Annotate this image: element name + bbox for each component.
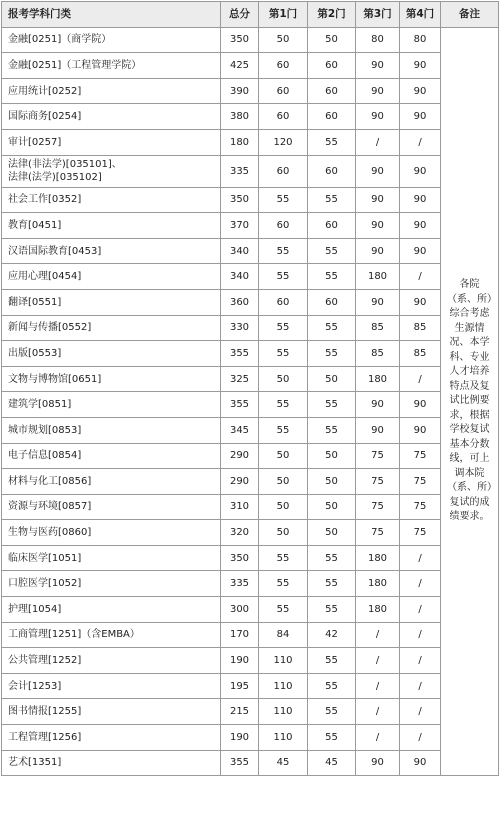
subject-4-cell: 80 — [400, 27, 441, 53]
subject-3-cell: 90 — [356, 289, 400, 315]
total-cell: 330 — [221, 315, 259, 341]
table-row — [2, 213, 499, 239]
subject-2-cell: 42 — [308, 622, 356, 648]
total-cell: 290 — [221, 469, 259, 495]
subject-1-cell: 55 — [259, 545, 308, 571]
subject-1-cell: 60 — [259, 213, 308, 239]
subject-1-cell: 55 — [259, 597, 308, 623]
subject-3-cell: 90 — [356, 213, 400, 239]
subject-4-cell: / — [400, 597, 441, 623]
subject-3-cell: 90 — [356, 104, 400, 130]
subject-1-cell: 55 — [259, 571, 308, 597]
table-row — [2, 392, 499, 418]
subject-2-cell: 55 — [308, 417, 356, 443]
subject-1-cell: 50 — [259, 494, 308, 520]
discipline-cell: 临床医学[1051] — [2, 545, 221, 571]
col-header-discipline: 报考学科门类 — [2, 2, 221, 28]
discipline-cell: 新闻与传播[0552] — [2, 315, 221, 341]
table-row — [2, 648, 499, 674]
total-cell: 335 — [221, 155, 259, 187]
subject-4-cell: 90 — [400, 53, 441, 79]
subject-4-cell: 75 — [400, 494, 441, 520]
total-cell: 340 — [221, 238, 259, 264]
discipline-cell: 建筑学[0851] — [2, 392, 221, 418]
discipline-cell: 会计[1253] — [2, 673, 221, 699]
subject-2-cell: 55 — [308, 129, 356, 155]
table-row — [2, 597, 499, 623]
subject-1-cell: 110 — [259, 725, 308, 751]
subject-3-cell: / — [356, 699, 400, 725]
table-row — [2, 469, 499, 495]
subject-3-cell: 75 — [356, 469, 400, 495]
score-table — [1, 1, 499, 776]
subject-1-cell: 55 — [259, 341, 308, 367]
subject-2-cell: 60 — [308, 155, 356, 187]
subject-2-cell: 50 — [308, 27, 356, 53]
table-row — [2, 264, 499, 290]
subject-3-cell: 80 — [356, 27, 400, 53]
table-row — [2, 129, 499, 155]
discipline-cell: 国际商务[0254] — [2, 104, 221, 130]
table-row — [2, 520, 499, 546]
subject-1-cell: 60 — [259, 104, 308, 130]
subject-4-cell: 90 — [400, 213, 441, 239]
total-cell: 350 — [221, 27, 259, 53]
subject-2-cell: 55 — [308, 725, 356, 751]
subject-2-cell: 60 — [308, 53, 356, 79]
subject-2-cell: 55 — [308, 315, 356, 341]
table-row — [2, 545, 499, 571]
discipline-cell: 翻译[0551] — [2, 289, 221, 315]
discipline-cell: 图书情报[1255] — [2, 699, 221, 725]
subject-3-cell: 85 — [356, 315, 400, 341]
subject-4-cell: / — [400, 571, 441, 597]
table-row — [2, 187, 499, 213]
table-row — [2, 750, 499, 776]
subject-4-cell: 75 — [400, 469, 441, 495]
subject-4-cell: / — [400, 673, 441, 699]
subject-2-cell: 50 — [308, 366, 356, 392]
subject-2-cell: 55 — [308, 264, 356, 290]
subject-3-cell: 90 — [356, 392, 400, 418]
subject-1-cell: 50 — [259, 520, 308, 546]
total-cell: 190 — [221, 725, 259, 751]
total-cell: 195 — [221, 673, 259, 699]
subject-2-cell: 50 — [308, 469, 356, 495]
remarks-cell: 各院（系、所）综合考虑生源情况、本学科、专业人才培养特点及复试比例要求，根据学校复试基本分数线，可上调本院（系、所）复试的成绩要求。 — [441, 27, 499, 776]
subject-2-cell: 55 — [308, 187, 356, 213]
subject-2-cell: 60 — [308, 104, 356, 130]
subject-3-cell: 180 — [356, 545, 400, 571]
subject-1-cell: 60 — [259, 78, 308, 104]
subject-3-cell: 90 — [356, 238, 400, 264]
subject-4-cell: 85 — [400, 315, 441, 341]
subject-1-cell: 60 — [259, 53, 308, 79]
total-cell: 325 — [221, 366, 259, 392]
discipline-cell: 公共管理[1252] — [2, 648, 221, 674]
subject-4-cell: / — [400, 699, 441, 725]
total-cell: 190 — [221, 648, 259, 674]
subject-2-cell: 55 — [308, 545, 356, 571]
subject-4-cell: 90 — [400, 289, 441, 315]
subject-3-cell: 90 — [356, 750, 400, 776]
subject-4-cell: / — [400, 129, 441, 155]
subject-4-cell: 90 — [400, 238, 441, 264]
subject-3-cell: 75 — [356, 520, 400, 546]
table-row — [2, 289, 499, 315]
subject-3-cell: 90 — [356, 187, 400, 213]
subject-3-cell: 180 — [356, 264, 400, 290]
table-row — [2, 238, 499, 264]
discipline-cell: 工程管理[1256] — [2, 725, 221, 751]
table-row — [2, 27, 499, 53]
subject-1-cell: 55 — [259, 238, 308, 264]
subject-3-cell: 75 — [356, 443, 400, 469]
subject-2-cell: 50 — [308, 494, 356, 520]
subject-2-cell: 60 — [308, 289, 356, 315]
subject-2-cell: 60 — [308, 78, 356, 104]
discipline-cell: 口腔医学[1052] — [2, 571, 221, 597]
subject-2-cell: 55 — [308, 648, 356, 674]
table-row — [2, 315, 499, 341]
col-header-total: 总分 — [221, 2, 259, 28]
discipline-cell: 金融[0251]（工程管理学院） — [2, 53, 221, 79]
discipline-cell: 社会工作[0352] — [2, 187, 221, 213]
table-row — [2, 699, 499, 725]
col-header-subject-3: 第3门 — [356, 2, 400, 28]
subject-4-cell: / — [400, 648, 441, 674]
subject-1-cell: 110 — [259, 673, 308, 699]
subject-2-cell: 55 — [308, 341, 356, 367]
total-cell: 355 — [221, 392, 259, 418]
table-row — [2, 673, 499, 699]
table-row — [2, 725, 499, 751]
subject-2-cell: 45 — [308, 750, 356, 776]
subject-2-cell: 50 — [308, 520, 356, 546]
subject-2-cell: 55 — [308, 597, 356, 623]
subject-3-cell: 90 — [356, 155, 400, 187]
total-cell: 360 — [221, 289, 259, 315]
subject-1-cell: 110 — [259, 699, 308, 725]
discipline-cell: 文物与博物馆[0651] — [2, 366, 221, 392]
subject-3-cell: 85 — [356, 341, 400, 367]
subject-2-cell: 60 — [308, 213, 356, 239]
discipline-cell: 教育[0451] — [2, 213, 221, 239]
total-cell: 355 — [221, 341, 259, 367]
subject-4-cell: 90 — [400, 78, 441, 104]
total-cell: 335 — [221, 571, 259, 597]
discipline-cell: 金融[0251]（商学院） — [2, 27, 221, 53]
subject-3-cell: 90 — [356, 53, 400, 79]
subject-1-cell: 50 — [259, 469, 308, 495]
subject-4-cell: / — [400, 366, 441, 392]
subject-4-cell: / — [400, 264, 441, 290]
total-cell: 370 — [221, 213, 259, 239]
subject-3-cell: / — [356, 648, 400, 674]
subject-2-cell: 55 — [308, 238, 356, 264]
total-cell: 340 — [221, 264, 259, 290]
table-row — [2, 104, 499, 130]
subject-3-cell: / — [356, 622, 400, 648]
subject-1-cell: 120 — [259, 129, 308, 155]
discipline-cell: 资源与环境[0857] — [2, 494, 221, 520]
subject-4-cell: 90 — [400, 187, 441, 213]
subject-4-cell: 90 — [400, 104, 441, 130]
table-row — [2, 155, 499, 187]
discipline-cell: 护理[1054] — [2, 597, 221, 623]
total-cell: 310 — [221, 494, 259, 520]
subject-2-cell: 50 — [308, 443, 356, 469]
col-header-remarks: 备注 — [441, 2, 499, 28]
table-row — [2, 78, 499, 104]
table-row — [2, 571, 499, 597]
total-cell: 355 — [221, 750, 259, 776]
discipline-cell: 出版[0553] — [2, 341, 221, 367]
subject-4-cell: / — [400, 545, 441, 571]
subject-1-cell: 110 — [259, 648, 308, 674]
subject-3-cell: 75 — [356, 494, 400, 520]
subject-2-cell: 55 — [308, 392, 356, 418]
table-row — [2, 494, 499, 520]
discipline-cell: 城市规划[0853] — [2, 417, 221, 443]
subject-4-cell: 90 — [400, 750, 441, 776]
subject-2-cell: 55 — [308, 673, 356, 699]
subject-1-cell: 84 — [259, 622, 308, 648]
total-cell: 345 — [221, 417, 259, 443]
subject-1-cell: 60 — [259, 155, 308, 187]
discipline-cell: 应用心理[0454] — [2, 264, 221, 290]
subject-1-cell: 50 — [259, 366, 308, 392]
subject-4-cell: 85 — [400, 341, 441, 367]
subject-1-cell: 50 — [259, 443, 308, 469]
subject-1-cell: 55 — [259, 392, 308, 418]
discipline-cell: 艺术[1351] — [2, 750, 221, 776]
total-cell: 390 — [221, 78, 259, 104]
header-row — [2, 2, 499, 28]
subject-3-cell: / — [356, 673, 400, 699]
discipline-cell: 电子信息[0854] — [2, 443, 221, 469]
table-body — [2, 27, 499, 776]
discipline-cell: 生物与医药[0860] — [2, 520, 221, 546]
total-cell: 425 — [221, 53, 259, 79]
subject-3-cell: 180 — [356, 597, 400, 623]
col-header-subject-1: 第1门 — [259, 2, 308, 28]
discipline-cell: 法律(非法学)[035101]、 法律(法学)[035102] — [2, 155, 221, 187]
total-cell: 350 — [221, 545, 259, 571]
total-cell: 350 — [221, 187, 259, 213]
subject-3-cell: 180 — [356, 366, 400, 392]
subject-4-cell: / — [400, 622, 441, 648]
subject-1-cell: 60 — [259, 289, 308, 315]
table-row — [2, 366, 499, 392]
table-row — [2, 53, 499, 79]
subject-3-cell: 180 — [356, 571, 400, 597]
total-cell: 215 — [221, 699, 259, 725]
subject-1-cell: 50 — [259, 27, 308, 53]
table-row — [2, 622, 499, 648]
discipline-cell: 工商管理[1251]（含EMBA） — [2, 622, 221, 648]
total-cell: 180 — [221, 129, 259, 155]
subject-1-cell: 55 — [259, 417, 308, 443]
subject-1-cell: 55 — [259, 315, 308, 341]
total-cell: 290 — [221, 443, 259, 469]
subject-4-cell: 90 — [400, 392, 441, 418]
discipline-cell: 应用统计[0252] — [2, 78, 221, 104]
subject-4-cell: 75 — [400, 443, 441, 469]
discipline-cell: 汉语国际教育[0453] — [2, 238, 221, 264]
subject-4-cell: 90 — [400, 417, 441, 443]
subject-3-cell: 90 — [356, 78, 400, 104]
subject-1-cell: 55 — [259, 187, 308, 213]
table-row — [2, 341, 499, 367]
discipline-cell: 审计[0257] — [2, 129, 221, 155]
subject-4-cell: 75 — [400, 520, 441, 546]
subject-3-cell: 90 — [356, 417, 400, 443]
subject-1-cell: 55 — [259, 264, 308, 290]
col-header-subject-4: 第4门 — [400, 2, 441, 28]
table-row — [2, 443, 499, 469]
discipline-cell: 材料与化工[0856] — [2, 469, 221, 495]
subject-2-cell: 55 — [308, 571, 356, 597]
total-cell: 300 — [221, 597, 259, 623]
subject-2-cell: 55 — [308, 699, 356, 725]
subject-3-cell: / — [356, 725, 400, 751]
total-cell: 380 — [221, 104, 259, 130]
subject-1-cell: 45 — [259, 750, 308, 776]
subject-3-cell: / — [356, 129, 400, 155]
subject-4-cell: 90 — [400, 155, 441, 187]
subject-4-cell: / — [400, 725, 441, 751]
table-row — [2, 417, 499, 443]
total-cell: 170 — [221, 622, 259, 648]
col-header-subject-2: 第2门 — [308, 2, 356, 28]
total-cell: 320 — [221, 520, 259, 546]
